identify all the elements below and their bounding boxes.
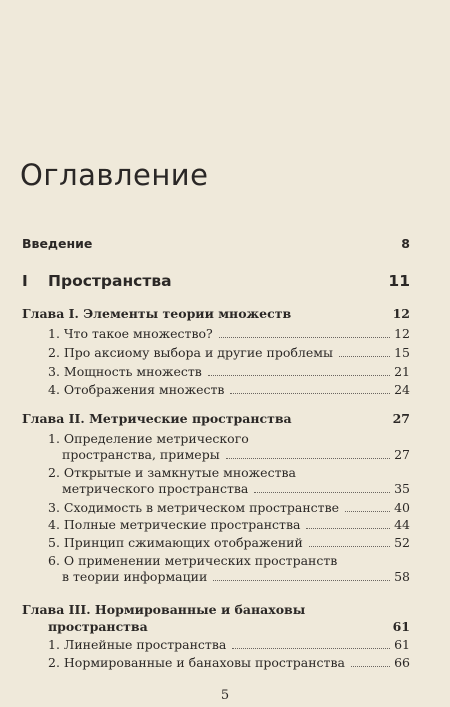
toc-section[interactable] [48,655,410,671]
section-label: пространства, примеры [62,447,220,462]
section-label-line1: 6. О применении метрических пространств [48,553,338,568]
section-page: 66 [394,655,410,670]
toc-part-1[interactable] [22,272,410,291]
page-number: 5 [220,688,230,703]
toc-entry-intro[interactable] [22,236,410,252]
toc-section[interactable] [48,364,410,380]
toc-section[interactable] [48,500,410,516]
section-label: 4. Полные метрические пространства [48,517,301,532]
toc-chapter-3[interactable] [48,619,410,635]
chapter-page: 61 [392,619,410,634]
section-page: 58 [394,569,410,584]
part-label: Пространства [48,272,172,290]
section-label: 1. Что такое множество? [48,326,213,341]
toc-section[interactable] [48,637,410,653]
section-label: 2. Про аксиому выбора и другие проблемы [48,345,333,360]
section-label-line1: 1. Определение метрического [48,431,249,446]
section-label: 3. Сходимость в метрическом пространстве [48,500,339,515]
section-page: 35 [394,481,410,496]
section-label: 2. Нормированные и банаховы пространства [48,655,345,670]
section-page: 27 [394,447,410,462]
section-label: метрического пространства [62,481,249,496]
toc-section[interactable] [48,517,410,533]
toc-entry-page: 8 [401,236,410,251]
toc-section[interactable] [48,326,410,342]
section-label: в теории информации [62,569,208,584]
section-page: 44 [394,517,410,532]
toc-entry-label: Введение [22,236,93,251]
part-page: 11 [388,272,410,290]
section-label: 3. Мощность множеств [48,364,202,379]
section-label: 4. Отображения множеств [48,382,225,397]
toc-section[interactable] [62,481,410,497]
chapter-label: Глава I. Элементы теории множеств [22,306,292,321]
section-label-line1: 2. Открытые и замкнутые множества [48,465,296,480]
toc-section[interactable] [62,447,410,463]
section-page: 24 [394,382,410,397]
toc-chapter-2[interactable] [22,411,410,427]
section-page: 15 [394,345,410,360]
chapter-label: пространства [48,619,148,634]
part-number: I [22,272,28,290]
chapter-label: Глава II. Метрические пространства [22,411,292,426]
section-page: 52 [394,535,410,550]
page-title: Оглавление [20,158,209,192]
toc-section[interactable] [48,535,410,551]
section-page: 61 [394,637,410,652]
section-label: 1. Линейные пространства [48,637,227,652]
chapter-page: 27 [392,411,410,426]
chapter-label-line1: Глава III. Нормированные и банаховы [22,602,306,617]
section-page: 12 [394,326,410,341]
toc-section[interactable] [48,382,410,398]
toc-section[interactable] [62,569,410,585]
toc-section[interactable] [48,345,410,361]
section-page: 21 [394,364,410,379]
toc-chapter-1[interactable] [22,306,410,322]
chapter-page: 12 [392,306,410,321]
section-label: 5. Принцип сжимающих отображений [48,535,303,550]
section-page: 40 [394,500,410,515]
